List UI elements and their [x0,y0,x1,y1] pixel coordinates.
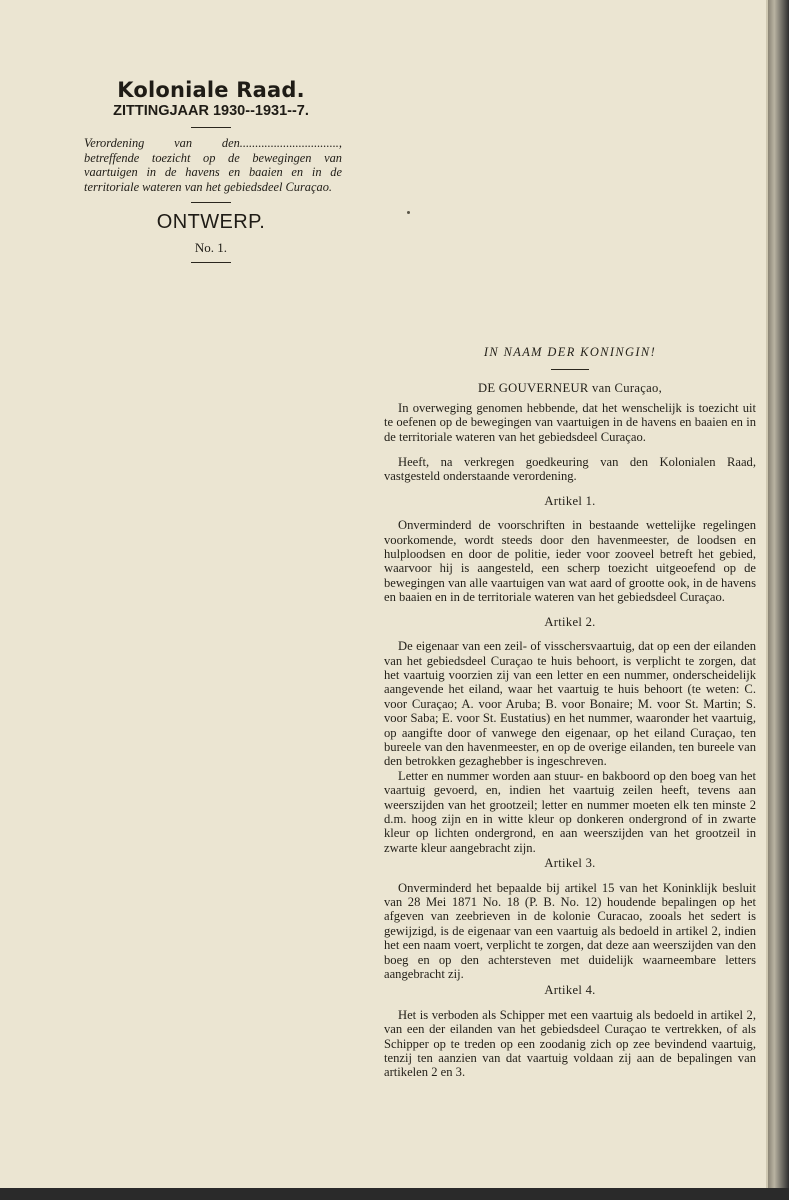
article-paragraph: Het is verboden als Schipper met een vaartuig als bedoeld in artikel 2, van een der eilanden van het gebiedsdeel Curaçao te vertrekken, of als Schipper op te treden op een zoodanig zich op zee bevindend vaartuig, tenzij ten aanzien van dat vaartuig voldaan zij aan de bepalingen van artikelen 2 en 3. [384,1007,756,1080]
divider [191,262,231,263]
council-title: Koloniale Raad. [117,78,305,102]
divider [191,127,231,128]
invocation: IN NAAM DER KONINGIN! [483,345,657,359]
article-paragraph: Onverminderd het bepaalde bij artikel 15 van het Koninklijk besluit van 28 Mei 1871 No. 18 (P. B. No. 12) houdende bepalingen op het afgeven van zeebrieven in de kolonie Curacao, zooals het sedert is gewijzigd, is de eigenaar van een vaartuig als bedoeld in artikel 2, indien het een naam voert, verplicht te zorgen, dat deze aan weerszijden van den boeg en op den achtersteven met duidelijk waarneembare letters aangebracht zij. [384,880,756,982]
article-heading: Artikel 2. [544,614,596,629]
header-block [80,78,342,271]
article-heading: Artikel 4. [544,983,596,998]
preamble-paragraph: In overweging genomen hebbende, dat het wenschelijk is toezicht uit te oefenen op de bewegingen van vaartuigen in de havens en baaien en in de territoriale wateren van het gebiedsdeel Curaçao. [384,400,756,444]
article-paragraph: Letter en nummer worden aan stuur- en bakboord op den boeg van het vaartuig gevoerd, en, indien het vaartuig zeilen heeft, tevens aan weerszijden van het grootzeil; letter en nummer moeten elk ten minste 2 d.m. hoog zijn en in witte kleur op donkeren ondergrond of in zwarte kleur op lichten ondergrond, en aan weerszijden van het grootzeil in zwarte kleur aangebracht zijn. [384,768,756,855]
scan-edge [768,0,789,1200]
divider [551,369,589,370]
spacer [384,444,756,455]
document-body [384,345,756,1080]
document-number: No. 1. [194,240,228,256]
scan-bottom-edge [0,1188,789,1200]
article-paragraph: De eigenaar van een zeil- of visschersvaartuig, dat op een der eilanden van het gebiedsdeel Curaçao te huis behoort, is verplicht te zorgen, dat het vaartuig voorzien zij van een letter en een nummer, onderscheidelijk aangevende het eiland, waar het vaartuig te huis behoort (te weten: C. voor Curaçao; A. voor Aruba; B. voor Bonaire; M. voor St. Martin; S. voor Saba; E. voor St. Eustatius) en het nummer, waaronder het vaartuig, op aangifte door of vanwege den eigenaar, op het eiland Curaçao, ten bureele van den havenmeester, en op de overige eilanden, ten bureele van den betrokken gezaghebber is ingeschreven. [384,639,756,769]
article-heading: Artikel 3. [544,856,596,871]
article-heading: Artikel 1. [544,493,596,508]
paper-speck [407,211,410,214]
session-year: ZITTINGJAAR 1930--1931--7. [113,103,309,119]
governor-heading: DE GOUVERNEUR van Curaçao, [477,381,663,396]
article-paragraph: Onverminderd de voorschriften in bestaande wettelijke regelingen voorkomende, wordt steeds door den havenmeester, de loodsen en hulploodsen en door de politie, ieder voor zooveel betreft het gebied, waarvoor hij is aangesteld, een scherp toezicht uitgeoefend op de bewegingen van alle vaartuigen van wat aard of grootte ook, in de havens en baaien en in de territoriale wateren van het gebiedsdeel Curaçao. [384,518,756,605]
divider [191,202,231,203]
draft-label: ONTWERP. [156,211,266,234]
ordinance-description: Verordening van den................................, betreffende toezicht op de bewegingen van vaartuigen in de havens en baaien en in de territoriale wateren van het gebiedsdeel Curaçao. [84,136,342,194]
preamble-paragraph: Heeft, na verkregen goedkeuring van den Kolonialen Raad, vastgesteld onderstaande verordening. [384,455,756,484]
